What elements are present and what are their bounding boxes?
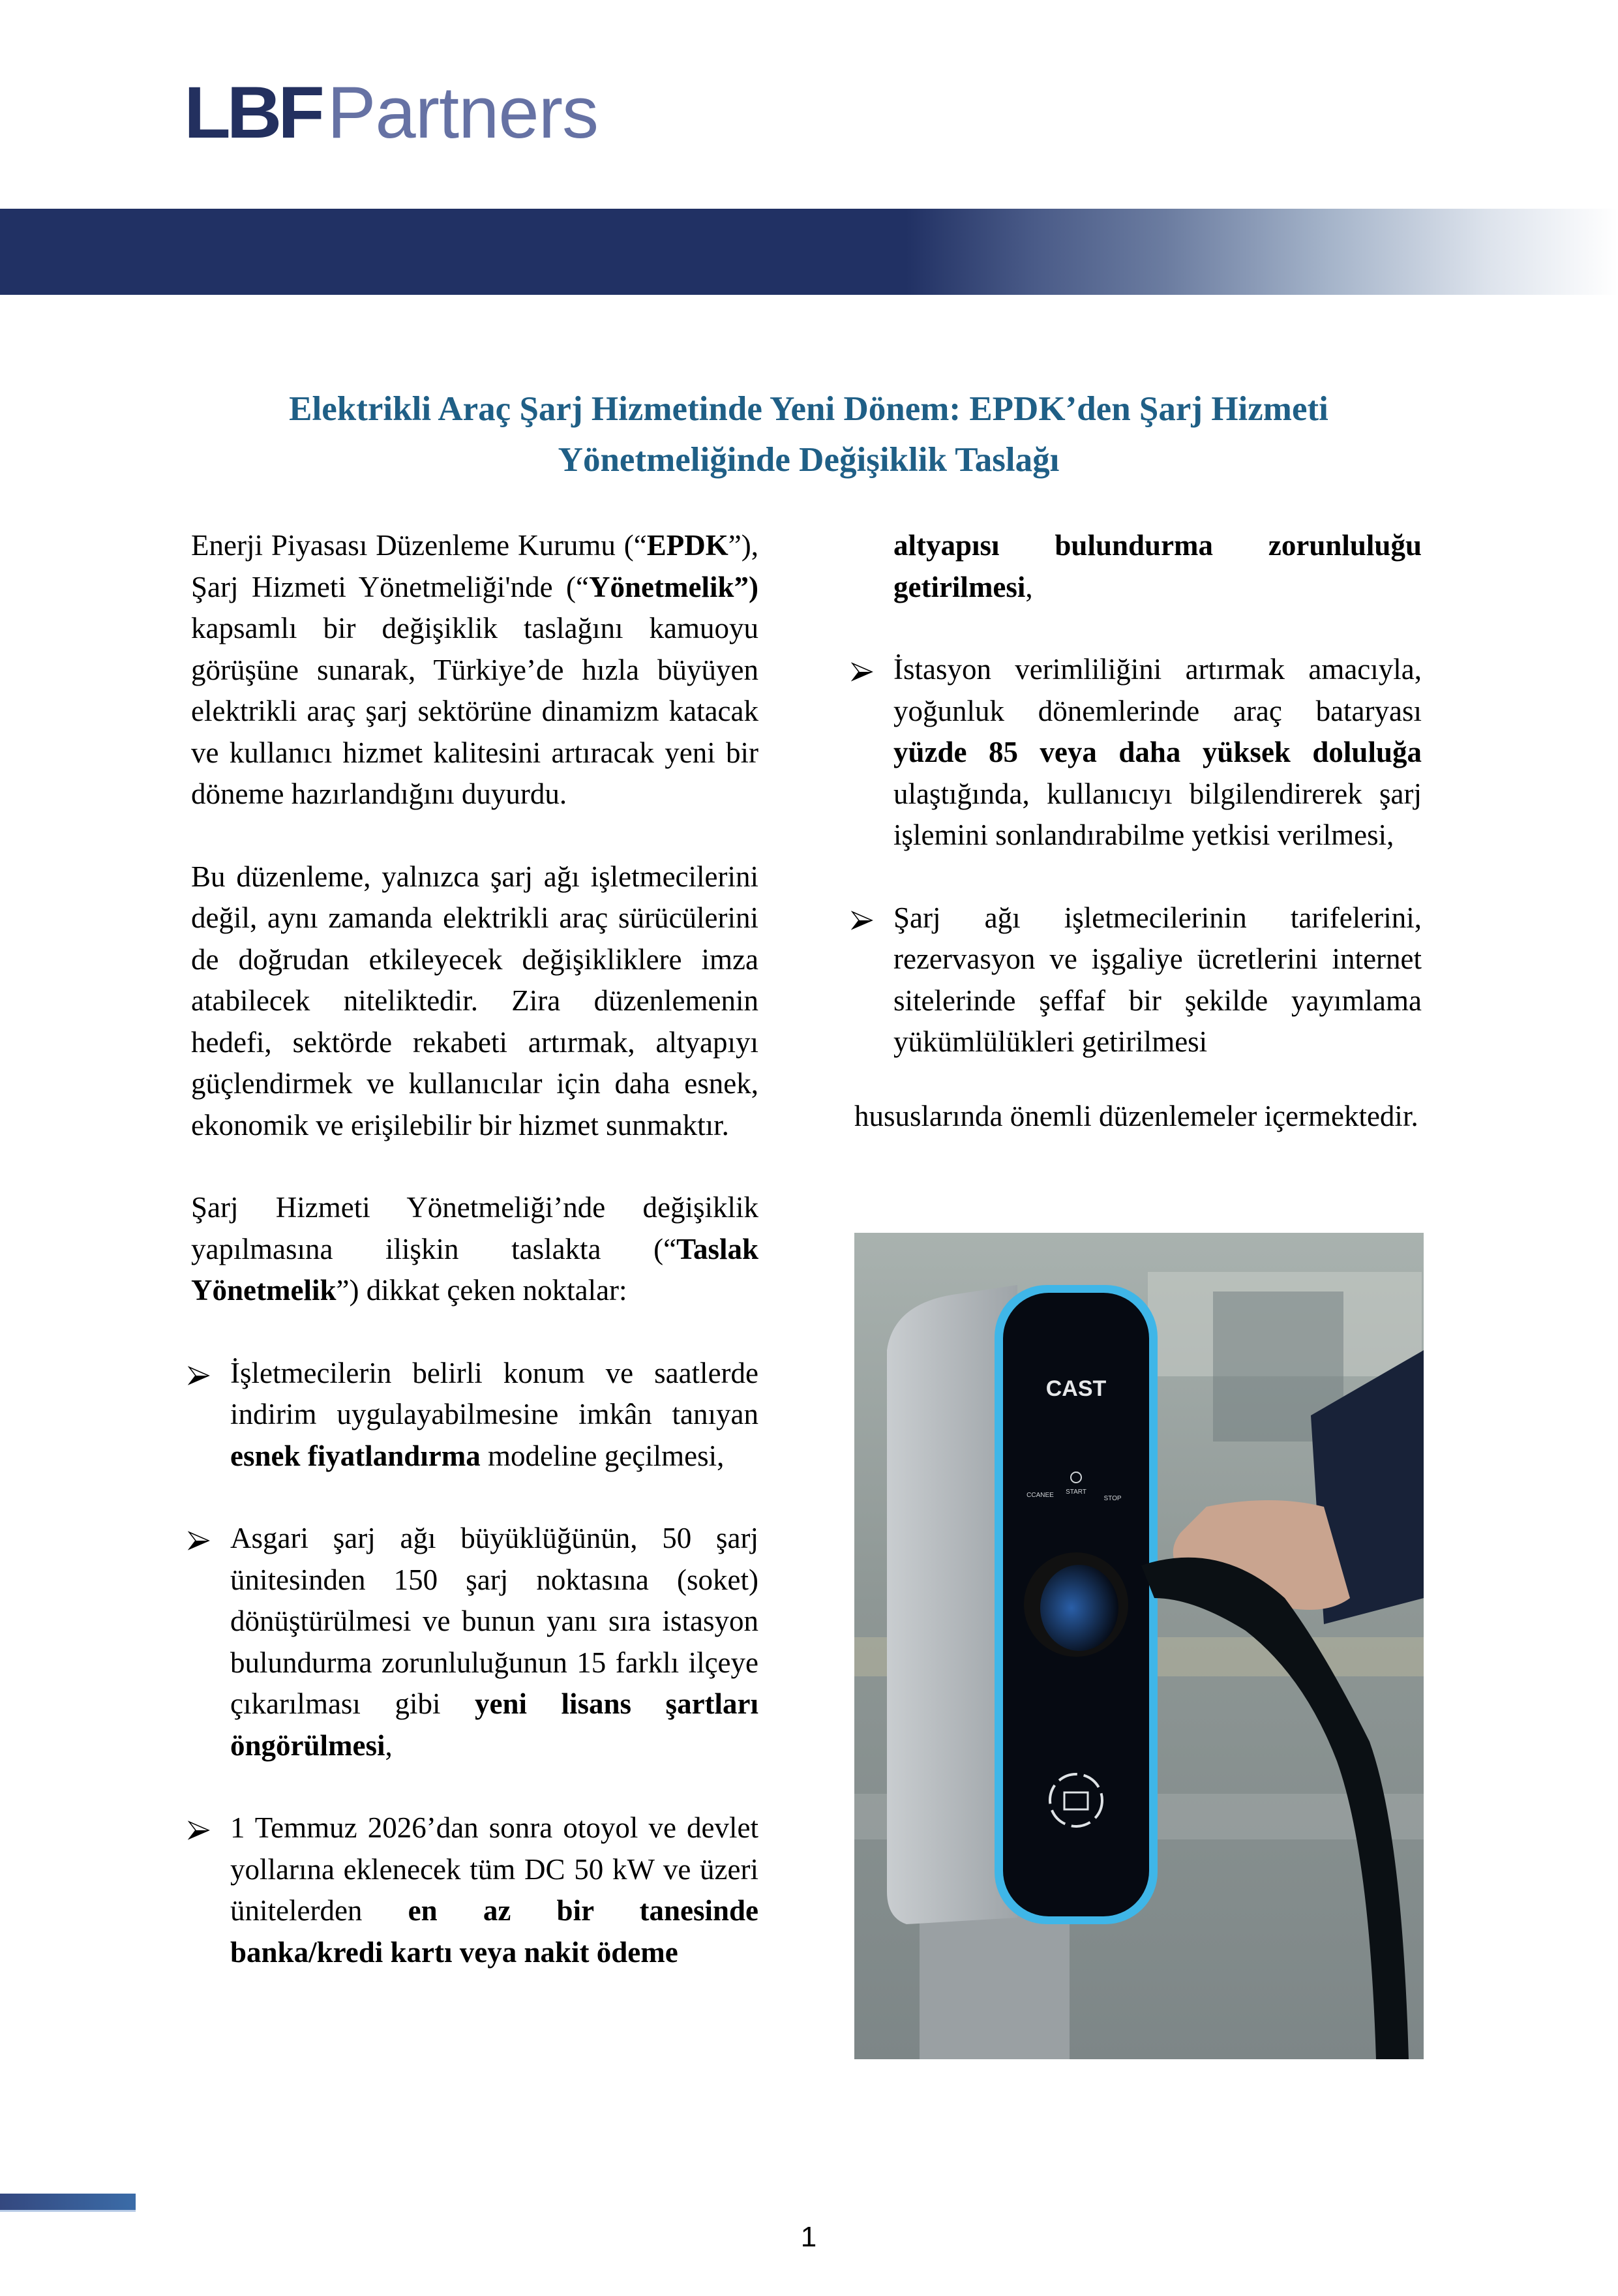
- charger-brand: CAST: [1045, 1376, 1107, 1401]
- company-logo: [184, 72, 598, 153]
- charger-button-label: START: [1066, 1488, 1086, 1496]
- third-paragraph: [191, 1187, 758, 1312]
- bold-text: altyapısı bulundurma zorunluluğu getirilmesi: [893, 529, 1422, 603]
- text: ,: [1025, 570, 1033, 603]
- ev-charger-illustration: [854, 1233, 1424, 2059]
- header-band: [0, 209, 1618, 295]
- bold-text: Yönetmelik”): [589, 570, 758, 603]
- second-paragraph: Bu düzenleme, yalnızca şarj ağı işletmecilerini değil, aynı zamanda elektrikli araç sürücülerini de doğrudan etkileyecek değişikliklere imza atabilecek niteliktedir. Zira düzenlemenin hedefi, sektörde rekabeti artırmak, altyapıyı güçlendirmek ve kullanıcılar için daha esnek, ekonomik ve erişilebilir bir hizmet sunmaktır.: [191, 860, 758, 1141]
- list-item-continued: [854, 525, 1422, 608]
- page-number: 1: [800, 2221, 817, 2253]
- logo-partners: Partners: [327, 72, 598, 153]
- document-title: [170, 384, 1448, 485]
- text: İşletmecilerin belirli konum ve saatlerde indirim uygulayabilmesine imkân tanıyan: [230, 1356, 758, 1430]
- text: Asgari şarj ağı büyüklüğünün, 50 şarj ünitesinden 150 şarj noktasına (soket) dönüştürülmesi ve bunun yanı sıra istasyon bulundurma zorunluluğunun 15 farklı ilçeye çıkarılması gibi: [230, 1522, 758, 1720]
- list-item: [854, 649, 1422, 856]
- right-column: [854, 525, 1422, 1137]
- list-item: [191, 1353, 758, 1477]
- logo-lbf: LBF: [184, 72, 321, 153]
- closing-paragraph: hususlarında önemli düzenlemeler içermektedir.: [854, 1099, 1418, 1132]
- left-column: [191, 525, 758, 1973]
- list-item: [854, 898, 1422, 1063]
- arrow-bullet-icon: [188, 1365, 210, 1387]
- list-item: [191, 1518, 758, 1766]
- arrow-bullet-icon: [188, 1819, 210, 1841]
- arrow-bullet-icon: [188, 1530, 210, 1552]
- text: ”) dikkat çeken noktalar:: [336, 1274, 627, 1307]
- text: Şarj ağı işletmecilerinin tarifelerini, rezervasyon ve işgaliye ücretlerini internet sitelerinde şeffaf bir şekilde yayımlama yükümlülükleri getirilmesi: [893, 901, 1422, 1058]
- ev-charger-photo: [854, 1233, 1424, 2059]
- bold-text: EPDK: [646, 529, 728, 562]
- arrow-bullet-icon: [851, 909, 873, 931]
- text: İstasyon verimliliğini artırmak amacıyla, yoğunluk dönemlerinde araç bataryası: [893, 653, 1422, 727]
- footer-accent-bar: [0, 2194, 136, 2210]
- bold-text: yeni lisans şartları öngörülmesi: [230, 1687, 758, 1762]
- text: ,: [385, 1729, 393, 1762]
- text: 1 Temmuz 2026’dan sonra otoyol ve devlet yollarına eklenecek tüm DC 50 kW ve üzeri ünitelerden: [230, 1811, 758, 1927]
- title-line-1: Elektrikli Araç Şarj Hizmetinde Yeni Dönem: EPDK’den Şarj Hizmeti: [289, 390, 1328, 428]
- title-line-2: Yönetmeliğinde Değişiklik Taslağı: [558, 441, 1060, 479]
- charger-button-label: STOP: [1103, 1495, 1122, 1502]
- bold-text: esnek fiyatlandırma: [230, 1439, 481, 1472]
- list-item: [191, 1807, 758, 1973]
- text: modeline geçilmesi,: [480, 1439, 725, 1472]
- bold-text: Taslak Yönetmelik: [191, 1232, 758, 1307]
- intro-paragraph: [191, 525, 758, 815]
- bold-text: yüzde 85 veya daha yüksek doluluğa: [893, 736, 1422, 768]
- text: Şarj Hizmeti Yönetmeliği’nde değişiklik yapılmasına ilişkin taslakta (“: [191, 1191, 758, 1265]
- arrow-bullet-icon: [851, 661, 873, 683]
- text: ulaştığında, kullanıcıyı bilgilendirerek şarj işlemini sonlandırabilme yetkisi verilmesi,: [893, 777, 1422, 851]
- bold-text: en az bir tanesinde banka/kredi kartı veya nakit ödeme: [230, 1894, 758, 1969]
- text: kapsamlı bir değişiklik taslağını kamuoyu görüşüne sunarak, Türkiye’de hızla büyüyen elektrikli araç şarj sektörüne dinamizm katacak ve kullanıcı hizmet kalitesini artıracak yeni bir döneme hazırlandığını duyurdu.: [191, 612, 758, 810]
- text: Enerji Piyasası Düzenleme Kurumu (“: [191, 529, 647, 562]
- charger-button-label: CCANEE: [1026, 1492, 1054, 1499]
- text: ”), Şarj Hizmeti Yönetmeliği'nde (“: [191, 529, 758, 603]
